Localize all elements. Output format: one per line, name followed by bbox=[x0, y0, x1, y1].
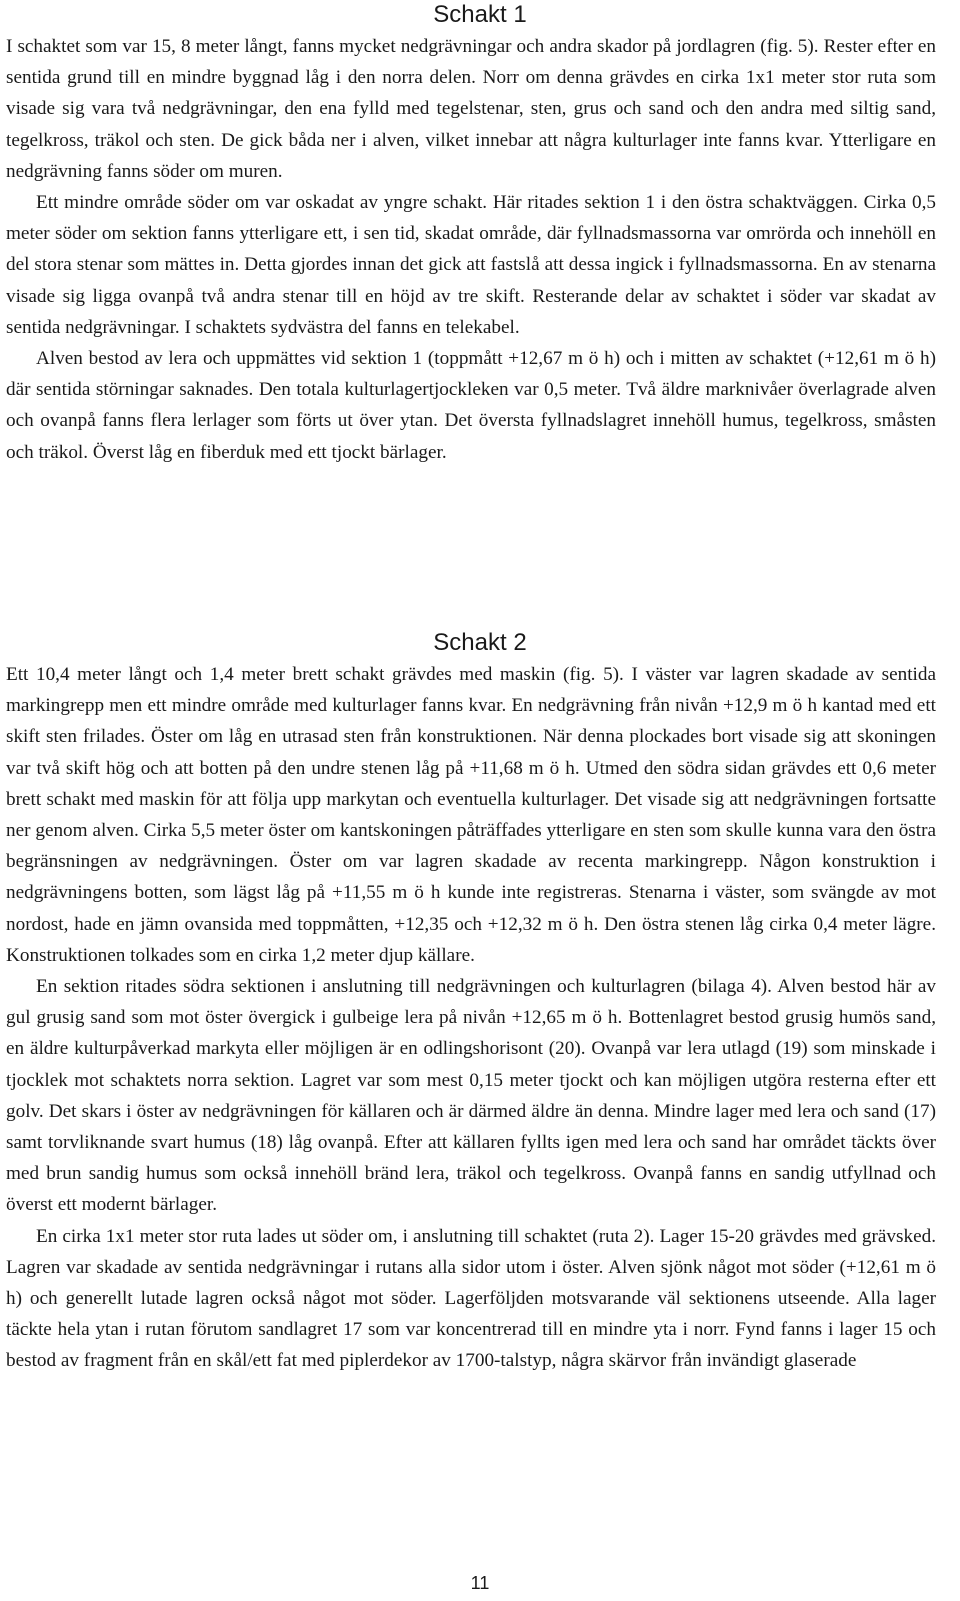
paragraph: Ett 10,4 meter långt och 1,4 meter brett schakt grävdes med maskin (fig. 5). I väster var lagren skadade av sentida markingrepp men ett mindre område med kulturlager fanns kvar. En nedgrävning från nivån +12,9 m ö h kantad med ett skift sten frilades. Öster om låg en utrasad sten från konstruktionen. När denna plockades bort visade sig att skoningen var två skift hög och att botten på den undre stenen låg på +11,68 m ö h. Utmed den södra sidan grävdes ett 0,6 meter brett schakt med maskin för att följa upp markytan och eventuella kulturlager. Det visade sig att nedgrävningen fortsatte ner genom alven. Cirka 5,5 meter öster om kantskoningen påträffades ytterligare en sten som skulle kunna vara den östra begränsningen av nedgrävningen. Öster om var lagren skadade av recenta markingrepp. Någon konstruktion i nedgrävningens botten, som lägst låg på +11,55 m ö h kunde inte registreras. Stenarna i väster, som svängde av mot nordost, hade en jämn ovansida med toppmåtten, +12,35 och +12,32 m ö h. Den östra stenen låg cirka 0,4 meter lägre. Konstruktionen tolkades som en cirka 1,2 meter djup källare. bbox=[6, 664, 936, 966]
paragraph: Ett mindre område söder om var oskadat av yngre schakt. Här ritades sektion 1 i den östra schaktväggen. Cirka 0,5 meter söder om sektion fanns ytterligare ett, i sen tid, skadat område, där fyllnadsmassorna var omrörda och innehöll en del stora stenar som mättes in. Detta gjordes innan det gick att fastslå att dessa ingick i fyllnadsmassorna. En av stenarna visade sig ligga ovanpå två andra stenar till en höjd av tre skift. Resterande delar av schaktet i söder var skadat av sentida nedgrävningar. I schaktets sydvästra del fanns en telekabel. bbox=[6, 192, 936, 338]
section-heading-schakt-2: Schakt 2 bbox=[433, 629, 527, 656]
paragraph: I schaktet som var 15, 8 meter långt, fanns mycket nedgrävningar och andra skador på jordlagren (fig. 5). Rester efter en sentida grund till en mindre byggnad låg i den norra delen. Norr om denna grävdes en cirka 1x1 meter stor ruta som visade sig vara två nedgrävningar, den ena fylld med tegelstenar, sten, grus och sand och den andra med siltig sand, tegelkross, träkol och sten. De gick båda ner i alven, vilket innebar att några kulturlager inte fanns kvar. Ytterligare en nedgrävning fanns söder om muren. bbox=[6, 36, 936, 182]
paragraph: En cirka 1x1 meter stor ruta lades ut söder om, i anslutning till schaktet (ruta 2). Lager 15-20 grävdes med grävsked. Lagren var skadade av sentida nedgrävningar i rutans alla sidor utom i öster. Alven sjönk något mot söder (+12,61 m ö h) och generellt lutade lagren också något mot söder. Lagerföljden motsvarande väl sektionens utseende. Alla lager täckte hela ytan i rutan förutom sandlagret 17 som var koncentrerad till en mindre yta i norr. Fynd fanns i lager 15 och bestod av fragment från en skål/ett fat med piplerdekor av 1700-talstyp, några skärvor från invändigt glaserade bbox=[6, 1225, 936, 1372]
paragraph: Alven bestod av lera och uppmättes vid sektion 1 (toppmått +12,67 m ö h) och i mitten av schaktet (+12,61 m ö h) där sentida störningar saknades. Den totala kulturlagertjockleken var 0,5 meter. Två äldre marknivåer överlagrade alven och ovanpå fanns flera lerlager som förts ut över ytan. Det översta fyllnadslagret innehöll humus, tegelkross, småsten och träkol. Överst låg en fiberduk med ett tjockt bärlager. bbox=[6, 348, 936, 463]
section-body-schakt-2 bbox=[6, 659, 936, 1377]
page-number: 11 bbox=[470, 1573, 490, 1593]
section-heading-schakt-1: Schakt 1 bbox=[433, 1, 527, 28]
paragraph: En sektion ritades södra sektionen i anslutning till nedgrävningen och kulturlagren (bilaga 4). Alven bestod här av gul grusig sand som mot öster övergick i gulbeige lera på nivån +12,65 m ö h. Bottenlagret bestod grusig humös sand, en äldre kulturpåverkad markyta eller möjligen är en odlingshorisont (20). Ovanpå var lera utlagd (19) som minskade i tjocklek mot schaktets norra sektion. Lagret var som mest 0,15 meter tjockt och kan möjligen utgöra resterna efter ett golv. Det skars i öster av nedgrävningen för källaren och är därmed äldre än denna. Mindre lager med lera och sand (17) samt torvliknande svart humus (18) låg ovanpå. Efter att källaren fyllts igen med lera och sand har området täckts över med brun sandig humus som också innehöll bränd lera, träkol och tegelkross. Ovanpå fanns en sandig utfyllnad och överst ett modernt bärlager. bbox=[6, 976, 936, 1216]
section-body-schakt-1 bbox=[6, 31, 936, 468]
